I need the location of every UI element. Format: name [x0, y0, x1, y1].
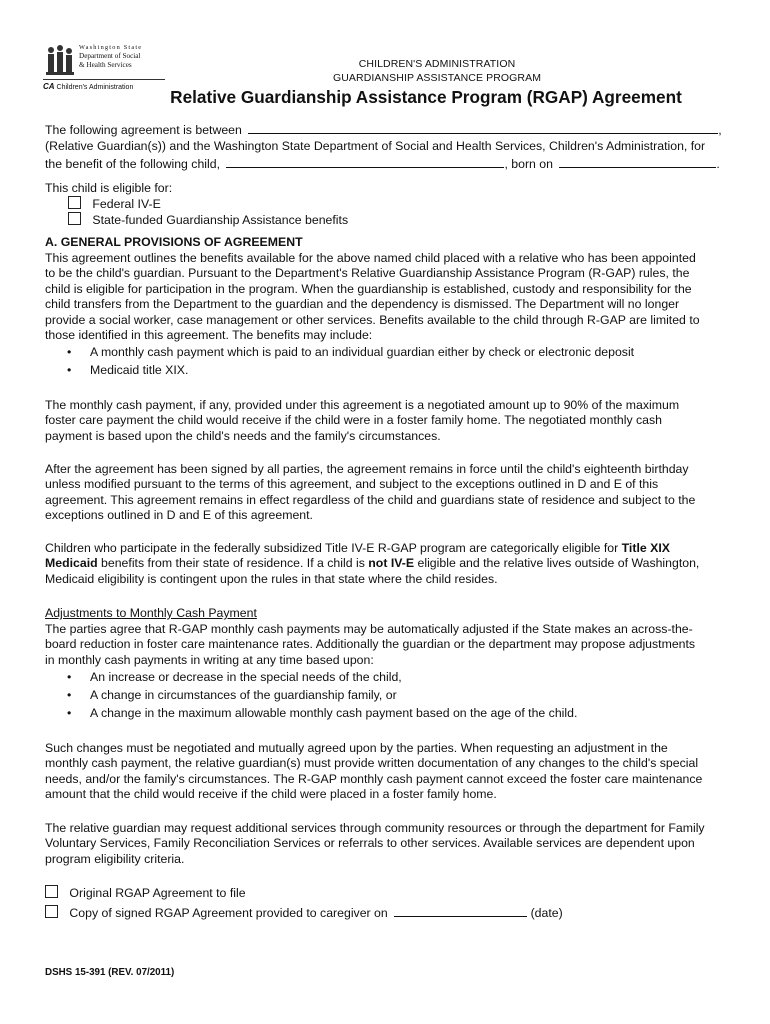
- logo-line-1: Washington State: [79, 44, 143, 51]
- p1-line: to be the child's guardian. Pursuant to the Department's Relative Guardianship Assistance Program (R-GAP) rules, the: [45, 266, 690, 281]
- section-a-paragraph-4: Children who participate in the federally subsidized Title IV-E R-GAP program are categorically eligible for Title XIX Medicaid benefits from their state of residence. If a child is not IV-E eligible and the relative lives outside of Washington, Medicaid eligibility is contingent upon the rules in that state where the child resides.: [45, 541, 700, 586]
- section-a-paragraph-1: [45, 251, 725, 343]
- adjustments-list: [45, 670, 725, 721]
- form-number: DSHS 15-391 (REV. 07/2011): [45, 967, 175, 978]
- list-item: • A change in circumstances of the guardianship family, or: [67, 688, 397, 702]
- p1-line: This agreement outlines the benefits available for the above named child placed with a relative who has been appointed: [45, 251, 696, 265]
- header-line-1: CHILDREN'S ADMINISTRATION: [358, 58, 516, 70]
- intro-period: .: [716, 157, 720, 171]
- intro-text-3a: the benefit of the following child,: [45, 157, 221, 171]
- list-item: • A change in the maximum allowable monthly cash payment based on the age of the child.: [67, 706, 578, 720]
- list-item: • Medicaid title XIX.: [67, 363, 189, 377]
- logo-line-3: & Health Services: [79, 60, 132, 69]
- section-a-paragraph-3: After the agreement has been signed by all parties, the agreement remains in force until the child's eighteenth birthday unless modified pursuant to the terms of this agreement, and subject to the exceptions outlined in D and E of this agreement. This agreement remains in effect regardless of the child and guardians state of residence and subject to the exceptions outlined in D and E of this agreement.: [45, 462, 696, 523]
- eligibility-lead: This child is eligible for:: [45, 181, 173, 195]
- copy-provided-label: Copy of signed RGAP Agreement provided to caregiver on: [69, 906, 388, 920]
- ca-logo-text: Children's Administration: [56, 84, 134, 91]
- benefits-list: [45, 345, 725, 378]
- child-name-field[interactable]: [226, 156, 504, 168]
- p1-line: child is eligible for participation in the program. When the guardianship is established, custody and responsibility for the: [45, 281, 692, 296]
- section-a-paragraph-7: The relative guardian may request additional services through community resources or through the department for Family Voluntary Services, Family Reconciliation Services or referrals to other services. Available services are dependent upon program eligibility criteria.: [45, 821, 705, 866]
- federal-ive-label: Federal IV-E: [92, 197, 161, 211]
- state-funded-label: State-funded Guardianship Assistance benefits: [92, 213, 349, 227]
- date-label: (date): [530, 906, 563, 920]
- original-to-file-label: Original RGAP Agreement to file: [69, 886, 246, 900]
- federal-ive-checkbox[interactable]: [68, 196, 81, 209]
- section-a-paragraph-5: The parties agree that R-GAP monthly cash payments may be automatically adjusted if the State makes an across-the- board reduction in foster care maintenance rates. Additionally the guardian or the department may propose adjustments in monthly cash payments in writing at any time based upon:: [45, 622, 696, 667]
- p1-line: those identified in this agreement. The benefits may include:: [45, 328, 373, 343]
- birth-date-field[interactable]: [559, 156, 716, 168]
- page-title: Relative Guardianship Assistance Program (RGAP) Agreement: [170, 87, 682, 107]
- guardian-name-field[interactable]: [248, 122, 718, 134]
- original-to-file-row[interactable]: [45, 885, 246, 901]
- intro-comma: ,: [718, 123, 722, 137]
- intro-line-3: [45, 156, 725, 172]
- ca-logo-mark: CA: [43, 82, 55, 91]
- p1-line: child transfers from the Department to the guardian and the dependency is dismissed. The Department will no longer: [45, 297, 680, 312]
- section-a-paragraph-2: The monthly cash payment, if any, provided under this agreement is a negotiated amount up to 90% of the maximum foster care payment the child would receive if the child were in a foster family home. The negotiated monthly cash payment is based upon the child's needs and the family's circumstances.: [45, 398, 680, 443]
- caregiver-date-field[interactable]: [394, 905, 527, 917]
- section-a-heading: A. GENERAL PROVISIONS OF AGREEMENT: [45, 235, 303, 249]
- section-a-paragraph-6: Such changes must be negotiated and mutually agreed upon by the parties. When requesting an adjustment in the monthly cash payment, the relative guardian(s) must provide written documentation of any changes to the child's special needs, and/or the family's circumstances. The R-GAP monthly cash payment cannot exceed the foster care maintenance amount that the child would receive if the child were placed in a foster family home.: [45, 741, 703, 802]
- state-funded-checkbox[interactable]: [68, 212, 81, 225]
- eligibility-option-federal[interactable]: [68, 196, 161, 212]
- intro-line-1: [45, 122, 725, 138]
- list-item: • An increase or decrease in the special needs of the child,: [67, 670, 402, 684]
- adjustments-heading: Adjustments to Monthly Cash Payment: [45, 606, 257, 620]
- copy-provided-checkbox[interactable]: [45, 905, 58, 918]
- original-to-file-checkbox[interactable]: [45, 885, 58, 898]
- p1-line: provide a social worker, case management or other services. Benefits available to the child through R-GAP are limited to: [45, 312, 700, 327]
- intro-text-3b: , born on: [504, 157, 553, 171]
- copy-provided-row[interactable]: [45, 905, 563, 921]
- intro-text-1: The following agreement is between: [45, 123, 242, 137]
- intro-line-2: (Relative Guardian(s)) and the Washington State Department of Social and Health Services, Children's Administration, for: [45, 139, 706, 153]
- list-item: • A monthly cash payment which is paid to an individual guardian either by check or electronic deposit: [67, 345, 635, 359]
- header-line-2: GUARDIANSHIP ASSISTANCE PROGRAM: [332, 72, 542, 84]
- eligibility-option-state[interactable]: [68, 212, 348, 228]
- logo-line-2: Department of Social: [79, 52, 141, 61]
